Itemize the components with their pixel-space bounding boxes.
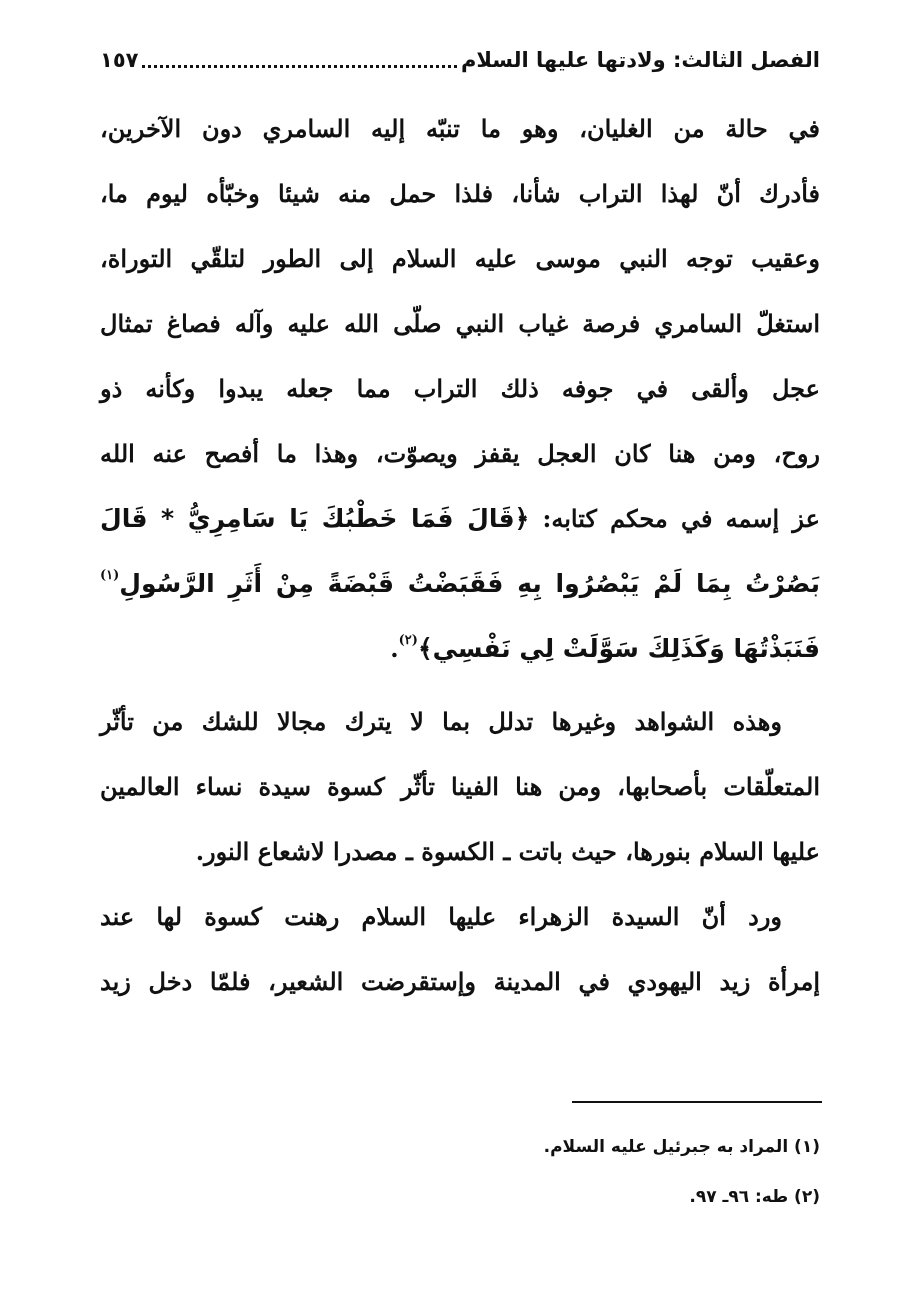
quran-verse: بَصُرْتُ بِمَا لَمْ يَبْصُرُوا بِهِ فَقَبَضْتُ قَبْضَةً مِنْ أَثَرِ الرَّسُولِ (119, 569, 820, 598)
page-number: ١٥٧ (100, 48, 139, 72)
text-line: وهذه الشواهد وغيرها تدلل بما لا يترك مجالا للشك من تأثّر (100, 707, 782, 736)
text-line: عجل وألقى في جوفه ذلك التراب مما جعله يبدوا وكأنه ذو (100, 374, 820, 403)
quran-verse: فَنَبَذْتُهَا وَكَذَلِكَ سَوَّلَتْ لِي نَفْسِي﴾ (417, 634, 820, 663)
footnotes (100, 1122, 820, 1222)
text-line: عليها السلام بنورها، حيث باتت ـ الكسوة ـ مصدرا لاشعاع النور. (195, 837, 820, 866)
text-line: في حالة من الغليان، وهو ما تنبّه إليه السامري دون الآخرين، (100, 114, 820, 143)
running-header (100, 40, 820, 80)
footnote-ref[interactable]: (٢) (398, 633, 418, 648)
text-line (100, 616, 820, 681)
header-leader-dots (142, 65, 456, 68)
paragraph-3 (100, 884, 820, 1014)
text-line (100, 486, 820, 551)
footnote-separator (572, 1101, 822, 1103)
footnote-ref[interactable]: (١) (100, 568, 120, 583)
text-line: استغلّ السامري فرصة غياب النبي صلّى الله عليه وآله فصاغ تمثال (100, 309, 820, 338)
sentence-end: . (390, 634, 399, 663)
text-line: إمرأة زيد اليهودي في المدينة وإستقرضت الشعير، فلمّا دخل زيد (100, 967, 820, 996)
text-line: وعقيب توجه النبي موسى عليه السلام إلى الطور لتلقّي التوراة، (100, 244, 820, 273)
text-line: المتعلّقات بأصحابها، ومن هنا الفينا تأثّر كسوة سيدة نساء العالمين (100, 772, 820, 801)
text-line: ورد أنّ السيدة الزهراء عليها السلام رهنت كسوة لها عند (100, 902, 782, 931)
footnote-2: (٢) طه: ٩٦ـ ٩٧. (689, 1187, 820, 1207)
paragraph-2 (100, 689, 820, 884)
footnote-1: (١) المراد به جبرئيل عليه السلام. (543, 1137, 820, 1157)
body-text (100, 96, 820, 1014)
text-line: فأدرك أنّ لهذا التراب شأنا، فلذا حمل منه شيئا وخبّأه ليوم ما، (100, 179, 820, 208)
quran-verse: ﴿قَالَ فَمَا خَطْبُكَ يَا سَامِرِيُّ * قَالَ (100, 504, 530, 533)
text-line: روح، ومن هنا كان العجل يقفز ويصوّت، وهذا ما أفصح عنه الله (100, 439, 820, 468)
paragraph-1 (100, 96, 820, 681)
chapter-title: الفصل الثالث: ولادتها عليها السلام (460, 48, 820, 72)
intro-text: عز إسمه في محكم كتابه: (542, 504, 820, 533)
text-line (100, 551, 820, 616)
